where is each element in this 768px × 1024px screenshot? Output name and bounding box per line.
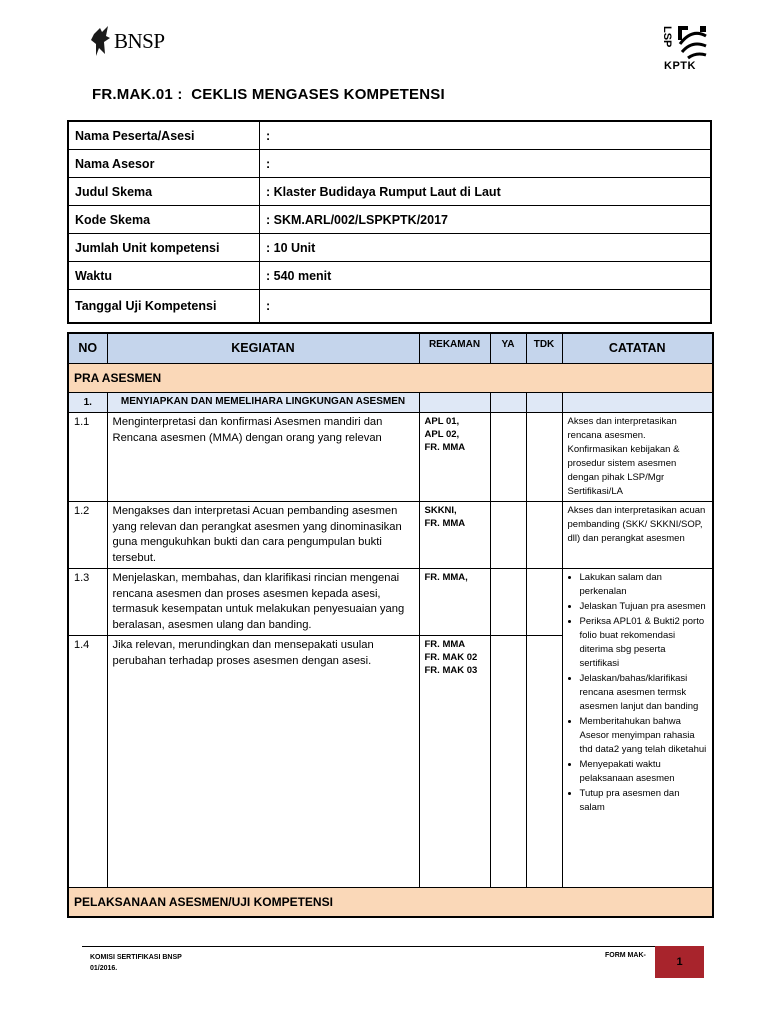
form-title: FR.MAK.01 : CEKLIS MENGASES KOMPETENSI — [92, 86, 445, 103]
kptk-logo — [660, 22, 710, 72]
info-label: Jumlah Unit kompetensi — [68, 234, 260, 262]
subsection-row — [68, 393, 713, 413]
footer-org — [90, 952, 182, 974]
row-kegiatan: Menginterpretasi dan konfirmasi Asesmen mandiri dan Rencana asesmen (MMA) dengan orang yang relevan — [107, 413, 419, 502]
info-value-unit-count: : 10 Unit — [260, 234, 712, 262]
row-number: 1.2 — [68, 502, 107, 569]
row-rekaman — [419, 569, 490, 636]
footer-form-label: FORM MAK- — [605, 952, 646, 959]
row-rekaman — [419, 413, 490, 502]
list-item: • Memberitahukan bahwa Asesor menyimpan rahasia thd data2 yang telah diketahui — [580, 715, 708, 757]
info-row — [68, 121, 711, 150]
tdk-checkbox-cell[interactable] — [526, 502, 562, 569]
subsection-title: MENYIAPKAN DAN MEMELIHARA LINGKUNGAN ASESMEN — [107, 393, 419, 413]
info-row — [68, 290, 711, 324]
rekaman-item: FR. MMA — [424, 442, 466, 453]
row-rekaman — [419, 502, 490, 569]
svg-text:LSP: LSP — [661, 26, 673, 48]
list-item: • Lakukan salam dan perkenalan — [580, 571, 708, 599]
rekaman-item: SKKNI, — [424, 505, 457, 516]
row-catatan-bullets — [562, 569, 713, 888]
rekaman-item: FR. MAK 02 — [424, 652, 478, 663]
ya-checkbox-cell[interactable] — [490, 413, 526, 502]
list-item: • Menyepakati waktu pelaksanaan asesmen — [580, 758, 708, 786]
tdk-checkbox-cell[interactable] — [526, 413, 562, 502]
info-label: Tanggal Uji Kompetensi — [68, 290, 260, 324]
row-kegiatan: Menjelaskan, membahas, dan klarifikasi rincian mengenai rencana asesmen dan proses asesmen kepada asesi, termasuk kesempatan untuk melakukan penyesuaian yang beralasan, asesmen ulang dan banding. — [107, 569, 419, 636]
row-number: 1.1 — [68, 413, 107, 502]
table-header-row — [68, 333, 713, 364]
catatan-bullet-list — [568, 571, 708, 815]
lsp-kptk-emblem-icon — [660, 22, 710, 60]
rekaman-item: FR. MMA — [424, 639, 466, 650]
row-kegiatan: Jika relevan, merundingkan dan mensepakati usulan perubahan terhadap proses asesmen dengan asesi. — [107, 636, 419, 888]
ya-checkbox-cell[interactable] — [490, 502, 526, 569]
info-label: Kode Skema — [68, 206, 260, 234]
ya-checkbox-cell[interactable] — [490, 569, 526, 636]
info-row — [68, 150, 711, 178]
row-rekaman — [419, 636, 490, 888]
rekaman-item: APL 02, — [424, 429, 460, 440]
info-row — [68, 234, 711, 262]
table-row — [68, 569, 713, 636]
subsection-empty-cell — [490, 393, 526, 413]
info-value-assessor[interactable]: : — [260, 150, 712, 178]
info-value-time: : 540 menit — [260, 262, 712, 290]
ya-checkbox-cell[interactable] — [490, 636, 526, 888]
subsection-empty-cell — [562, 393, 713, 413]
rekaman-item: FR. MMA, — [424, 572, 468, 583]
rekaman-item: APL 01, — [424, 416, 460, 427]
row-number: 1.4 — [68, 636, 107, 888]
list-item: • Periksa APL01 & Bukti2 porto folio buat rekomendasi diterima sbg peserta sertifikasi — [580, 615, 708, 671]
info-label: Nama Asesor — [68, 150, 260, 178]
page-number: 1 — [655, 946, 704, 978]
info-row — [68, 178, 711, 206]
section-pelaksanaan: PELAKSANAAN ASESMEN/UJI KOMPETENSI — [68, 888, 713, 918]
bnsp-logo-text: BNSP — [114, 28, 165, 53]
bnsp-emblem-icon — [90, 24, 112, 58]
bnsp-logo — [90, 24, 165, 58]
info-value-test-date[interactable]: : — [260, 290, 712, 324]
header-no: NO — [68, 333, 107, 364]
kptk-logo-text: KPTK — [664, 60, 696, 72]
footer-org-line2: 01/2016. — [90, 965, 118, 972]
tdk-checkbox-cell[interactable] — [526, 636, 562, 888]
section-row — [68, 888, 713, 918]
row-catatan: Akses dan interpretasikan rencana asesmen. Konfirmasikan kebijakan & prosedur sistem asesmen dengan pihak LSP/Mgr Sertifikasi/LA — [562, 413, 713, 502]
info-label: Waktu — [68, 262, 260, 290]
subsection-number: 1. — [68, 393, 107, 413]
info-value-scheme-code: : SKM.ARL/002/LSPKPTK/2017 — [260, 206, 712, 234]
table-row — [68, 502, 713, 569]
header-ya: YA — [490, 333, 526, 364]
header-catatan: CATATAN — [562, 333, 713, 364]
info-value-participant[interactable]: : — [260, 121, 712, 150]
list-item: • Jelaskan/bahas/klarifikasi rencana asesmen termsk asesmen lanjut dan banding — [580, 672, 708, 714]
info-row — [68, 206, 711, 234]
row-number: 1.3 — [68, 569, 107, 636]
tdk-checkbox-cell[interactable] — [526, 569, 562, 636]
row-catatan: Akses dan interpretasikan acuan pembanding (SKK/ SKKNI/SOP, dll) dan perangkat asesmen — [562, 502, 713, 569]
rekaman-item: FR. MAK 03 — [424, 665, 478, 676]
table-row — [68, 413, 713, 502]
header-tdk: TDK — [526, 333, 562, 364]
header-kegiatan: KEGIATAN — [107, 333, 419, 364]
subsection-empty-cell — [419, 393, 490, 413]
row-kegiatan: Mengakses dan interpretasi Acuan pembanding asesmen yang relevan dan perangkat asesmen yang dinominasikan guna mengukuhkan bukti dan cara pengumpulan bukti tersebut. — [107, 502, 419, 569]
identity-table — [67, 120, 712, 324]
section-row — [68, 364, 713, 393]
info-label: Nama Peserta/Asesi — [68, 121, 260, 150]
list-item: • Tutup pra asesmen dan salam — [580, 787, 708, 815]
info-row — [68, 262, 711, 290]
section-pra-asesmen: PRA ASESMEN — [68, 364, 713, 393]
footer-org-line1: KOMISI SERTIFIKASI BNSP — [90, 954, 182, 961]
footer-divider — [82, 946, 704, 947]
subsection-empty-cell — [526, 393, 562, 413]
list-item: • Jelaskan Tujuan pra asesmen — [580, 600, 708, 614]
checklist-table — [67, 332, 714, 918]
info-value-scheme-title: : Klaster Budidaya Rumput Laut di Laut — [260, 178, 712, 206]
header-rekaman: REKAMAN — [419, 333, 490, 364]
rekaman-item: FR. MMA — [424, 518, 466, 529]
info-label: Judul Skema — [68, 178, 260, 206]
